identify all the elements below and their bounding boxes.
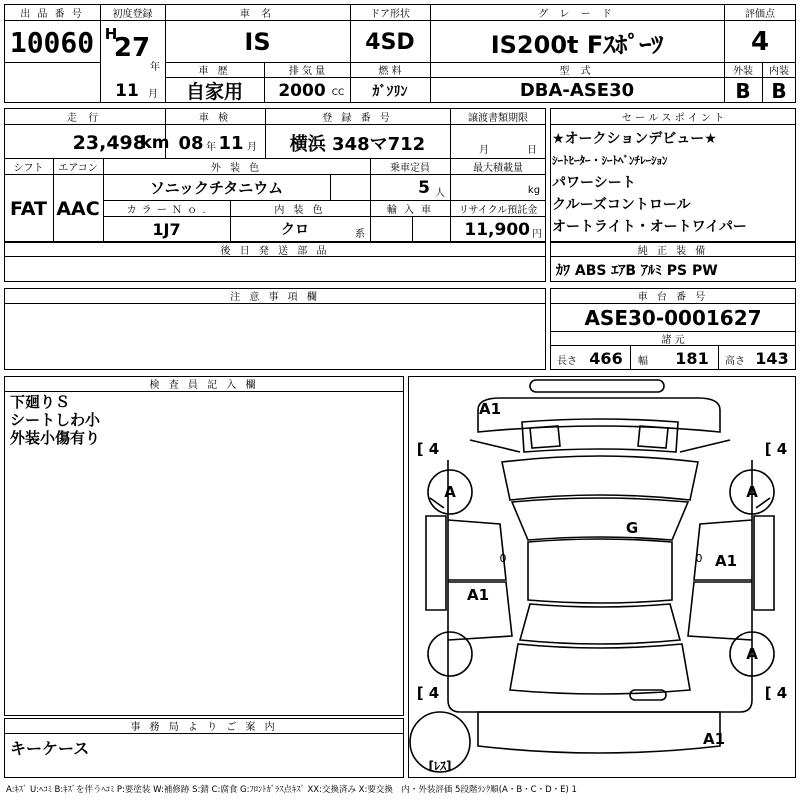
sales-points-label: セ ー ル ス ポ イ ン ト (621, 112, 725, 124)
sales-point-item: クルーズコントロール (552, 197, 691, 213)
recycle-label: リサイクル預託金 (458, 204, 538, 216)
hood (502, 456, 698, 500)
aircon-value: AAC (56, 198, 100, 220)
inspector-line: 外装小傷有り (10, 429, 101, 447)
capacity-value: 5 (418, 178, 430, 198)
inspector-line: シートしわ小 (10, 411, 101, 429)
inspector-line: 下廻りＳ (10, 393, 71, 411)
max-load-label: 最大積載量 (473, 162, 523, 174)
inspector-label: 検 査 員 記 入 欄 (149, 380, 259, 391)
mark-front-left-wheel: A (444, 483, 456, 501)
mileage-label: 走 行 (66, 112, 103, 124)
aircon-label: エアコン (58, 162, 98, 174)
width-label: 幅 (638, 355, 648, 367)
inspection-month: 11 (218, 132, 244, 154)
reg-no-label: 登 録 番 号 (322, 112, 393, 124)
exterior-label: 外装 (733, 66, 753, 77)
transfer-label: 譲渡書類期限 (468, 112, 528, 124)
front-bumper-top (530, 380, 664, 392)
transfer-month-unit: 月 (479, 144, 489, 156)
rear-window (520, 604, 680, 644)
lot-number: 10060 (9, 25, 95, 59)
wheel-rear-left (428, 632, 472, 676)
later-parts-label: 後 日 発 送 部 品 (220, 245, 330, 257)
mark-front-bumper: A1 (478, 400, 502, 418)
displacement-label: 排 気 量 (288, 66, 326, 77)
recycle-unit: 円 (532, 228, 542, 240)
tire-tread-rr: [ 4 (764, 684, 788, 702)
car-name-label: 車 名 (239, 8, 276, 20)
tire-tread-fl: [ 4 (416, 440, 440, 458)
fuel-value: ｶﾞｿﾘﾝ (372, 83, 408, 100)
score-label: 評価点 (745, 8, 775, 20)
length-value: 466 (589, 348, 623, 368)
capacity-unit: 人 (435, 187, 445, 199)
sales-point-item: ｼｰﾄﾋｰﾀｰ・ｼｰﾄﾍﾞﾝﾁﾚｰｼｮﾝ (552, 154, 668, 167)
int-color-unit: 系 (355, 228, 365, 240)
displacement-unit: CC (331, 88, 345, 98)
first-reg-year-unit: 年 (150, 61, 160, 73)
exterior-value: B (735, 78, 751, 103)
rear-bumper (478, 712, 720, 753)
car-diagram-svg (408, 376, 796, 778)
fuel-label: 燃 料 (378, 66, 402, 77)
mark-rear-right-wheel: A (746, 645, 758, 663)
mark-front-door-left: A1 (466, 586, 490, 604)
color-no-value: 1J7 (152, 219, 181, 239)
mark-door-rh-zero: 0 (695, 551, 703, 565)
spare-label: [ﾚｽ] (428, 758, 452, 773)
history-label: 車 歴 (198, 66, 231, 77)
trunk (510, 644, 690, 694)
door-rear-right (688, 582, 752, 640)
mileage-value: 23,498 (72, 132, 146, 154)
mark-roof: G (625, 519, 639, 537)
chassis-value: ASE30-0001627 (584, 305, 762, 330)
inspection-label: 車 検 (198, 112, 232, 124)
first-reg-era: H (104, 25, 118, 43)
first-reg-month-unit: 月 (148, 88, 158, 100)
equipment-value: ｶﾜ ABS ｴｱB ｱﾙﾐ PS PW (556, 263, 718, 279)
import-label: 輸 入 車 (386, 204, 434, 216)
legend: A:ｷｽﾞ U:ﾍｺﾐ B:ｷｽﾞを伴うﾍｺﾐ P:要塗装 W:補修跡 S:錆 C:腐食 G:ﾌﾛﾝﾄｶﾞﾗｽ点ｷｽﾞ XX:交換済み X:要交換 内・外装評価 5段階ﾗﾝｸ順(A・B・C・D・E) 1 (6, 785, 577, 795)
color-no-label: カ ラ ー Ｎ ｏ . (126, 204, 207, 216)
tire-tread-rl: [ 4 (416, 684, 440, 702)
width-value: 181 (675, 348, 709, 368)
notes-label: 注 意 事 項 欄 (230, 292, 320, 303)
inspection-month-unit: 月 (247, 141, 257, 153)
front-bumper (478, 398, 720, 432)
mark-door-lh-zero: 0 (499, 551, 507, 565)
displacement-value: 2000 (278, 80, 326, 101)
first-reg-label: 初度登録 (112, 8, 153, 20)
inspection-year: 08 (178, 132, 204, 154)
mark-rear-door-right: A1 (714, 552, 738, 570)
windshield (512, 498, 688, 540)
mark-rear-bumper: A1 (702, 730, 726, 748)
chassis-label: 車 台 番 号 (637, 292, 709, 303)
interior-label: 内装 (769, 66, 789, 77)
grade-label: グ レ ー ド (538, 8, 616, 20)
capacity-label: 乗車定員 (390, 162, 430, 174)
history-value: 自家用 (185, 81, 243, 103)
grade-value: IS200t Fｽﾎﾟｰﾂ (490, 30, 664, 59)
int-color-value: クロ (281, 222, 309, 238)
door-label: ドア形状 (370, 8, 410, 20)
max-load-unit: kg (527, 184, 541, 196)
length-label: 長さ (557, 355, 577, 367)
interior-value: B (771, 78, 787, 103)
recycle-value: 11,900 (464, 220, 530, 240)
inspector-notes (10, 393, 400, 447)
height-value: 143 (755, 348, 789, 368)
office-label: 事 務 局 よ り ご 案 内 (130, 722, 278, 733)
car-name: IS (244, 28, 271, 56)
mark-front-right-wheel: A (746, 483, 758, 501)
tire-tread-fr: [ 4 (764, 440, 788, 458)
model-label: 型 式 (559, 66, 595, 77)
inspection-year-unit: 年 (206, 141, 216, 153)
sales-point-item: パワーシート (552, 175, 636, 191)
int-color-label: 内 装 色 (274, 204, 326, 216)
shift-value: FAT (10, 198, 47, 220)
ext-color-value: ソニックチタニウム (149, 178, 284, 197)
score-value: 4 (750, 27, 770, 57)
ext-color-label: 外 装 色 (210, 162, 263, 174)
mileage-unit: km (140, 133, 170, 153)
sales-point-item: ★オークションデビュー★ (552, 131, 717, 147)
door-type: 4SD (365, 29, 415, 55)
sales-point-item: オートライト・オートワイパー (552, 219, 747, 235)
first-reg-month: 11 (115, 81, 139, 101)
first-reg-year: 27 (113, 33, 151, 63)
transfer-day-unit: 日 (527, 144, 537, 156)
roof (528, 539, 672, 603)
specs-label: 諸 元 (661, 334, 685, 346)
shift-label: シフト (13, 162, 44, 174)
office-value: キーケース (10, 738, 90, 758)
height-label: 高さ (725, 355, 745, 367)
reg-no-value: 横浜 348マ712 (289, 134, 426, 155)
model-value: DBA-ASE30 (519, 80, 635, 101)
equipment-label: 純 正 装 備 (637, 245, 709, 257)
sales-points-list (552, 128, 794, 238)
lot-label: 出 品 番 号 (20, 8, 84, 20)
